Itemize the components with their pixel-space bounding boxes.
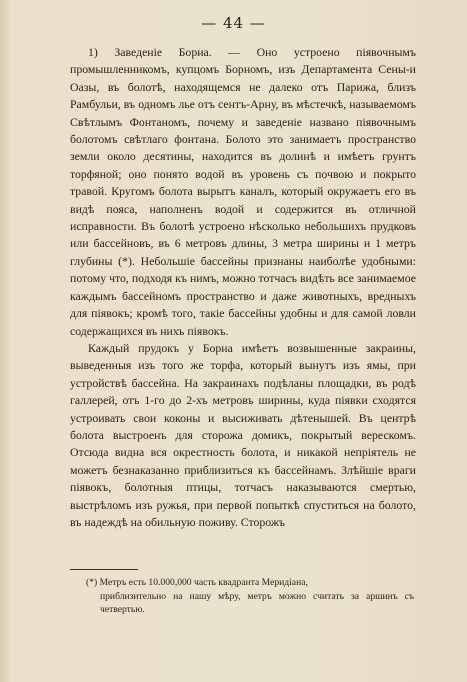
footnote-rule: [70, 569, 138, 570]
footnote-line-2: приблизительно на нашу мѣру, метръ можно считать за аршинъ съ четвертью.: [100, 590, 414, 615]
paragraph-2: Каждый прудокъ у Борна имѣетъ возвышенные закраины, выведенныя изъ того же торфа, который вынутъ изъ ямы, при устройствѣ бассейна. На закраинахъ подѣланы площадки, въ родѣ галлерей, отъ 1-го до 2-хъ метровъ ширины, куда пiявки сходятся устроивать свои коконы и высиживать дѣтенышей. Въ центрѣ болота выстроенъ для сторожа домикъ, покрытый верескомъ. Отсюда видна вся окрестность болота, и никакой непрiятель не можетъ безнаказанно приблизиться къ бассейнамъ. Злѣйшiе враги пiявокъ, болотныя птицы, тотчасъ наказываются смертью, выстрѣломъ изъ ружья, при первой попыткѣ спуститься на болото, въ надеждѣ на обильную поживу. Сторожъ: [70, 340, 416, 529]
page-number: — 44 —: [201, 14, 266, 32]
footnote: [86, 576, 414, 617]
paragraph-1: 1) Заведенiе Борна. — Оно устроено пiявочнымъ промышленникомъ, купцомъ Борномъ, изъ Департамента Сены-и Оазы, въ болотѣ, находящемся не далеко отъ Парижа, близъ Рамбульи, въ одномъ лье отъ сентъ-Арну, въ мѣстечкѣ, называемомъ Свѣтлымъ Фонтаномъ, почему и заведенiе названо пiявочнымъ болотомъ свѣтлаго фонтана. Болото это занимаетъ пространство земли около десятины, находится въ долинѣ и имѣетъ грунтъ торфяной; оно понято водой въ уровень съ почвою и покрыто травой. Кругомъ болота вырытъ каналъ, который окружаетъ его въ видѣ пояса, наполненъ водой и содержится въ отличной исправности. Въ болотѣ устроено нѣсколько небольшихъ прудковъ или бассейновъ, въ 6 метровъ длины, 3 метра ширины и 1 метръ глубины (*). Небольшiе бассейны признаны наиболѣе удобными: потому что, подходя къ нимъ, можно тотчасъ видѣть все занимаемое каждымъ бассейномъ пространство и даже животныхъ, вредныхъ для пiявокъ; кромѣ того, такiе бассейны удобны и для самой ловли содержащихся въ нихъ пiявокъ.: [70, 45, 416, 338]
footnote-line-1: (*) Метръ есть 10.000,000 часть квадранта Меридiана,: [86, 577, 308, 588]
body-text: [70, 44, 416, 531]
